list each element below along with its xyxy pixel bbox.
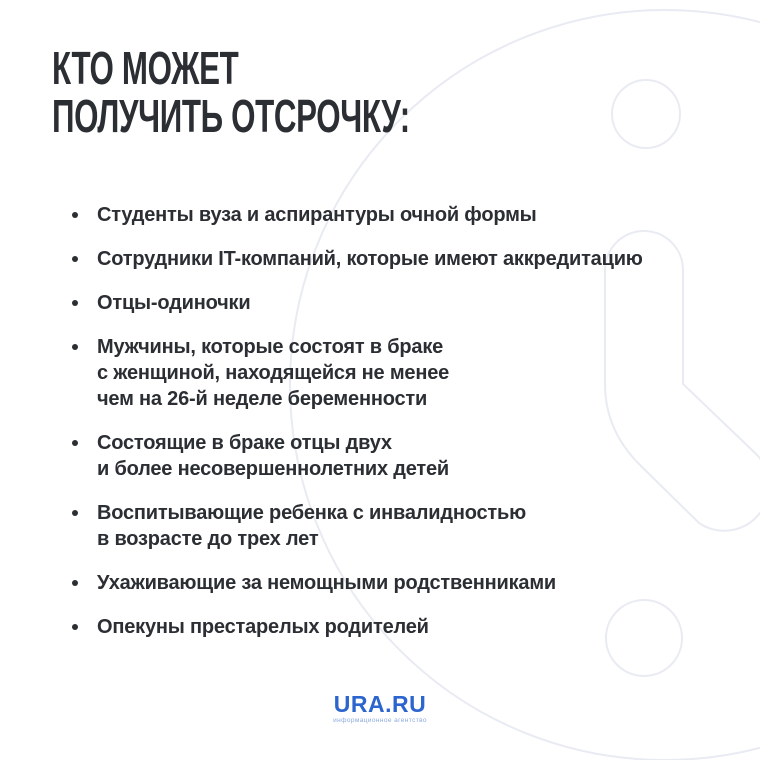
list-item-text <box>97 570 556 596</box>
list-item-text <box>97 430 449 482</box>
list-item-line: с женщиной, находящейся не менее <box>97 362 450 384</box>
list-item-line: Студенты вуза и аспирантуры очной формы <box>97 204 537 226</box>
list-item <box>72 334 712 412</box>
bullet-icon <box>72 256 78 262</box>
list-item-line: Мужчины, которые состоят в браке <box>97 336 444 358</box>
bullet-icon <box>72 580 78 586</box>
list-item-text <box>97 290 250 316</box>
bullet-icon <box>72 510 78 516</box>
deferment-list <box>72 202 712 658</box>
title-line-2: ПОЛУЧИТЬ ОТСРОЧКУ: <box>52 90 410 142</box>
bullet-icon <box>72 344 78 350</box>
list-item-text <box>97 614 429 640</box>
list-item-line: Воспитывающие ребенка с инвалидностью <box>97 502 527 524</box>
list-item-line: Опекуны престарелых родителей <box>97 616 429 638</box>
list-item <box>72 500 712 552</box>
bullet-icon <box>72 212 78 218</box>
ura-ru-logo-tagline: информационное агентство <box>333 717 427 724</box>
bullet-icon <box>72 300 78 306</box>
list-item-text <box>97 500 526 552</box>
bullet-icon <box>72 440 78 446</box>
bullet-icon <box>72 624 78 630</box>
list-item <box>72 202 712 228</box>
list-item-line: и более несовершеннолетних детей <box>97 458 450 480</box>
page-title <box>52 44 410 140</box>
title-line-1: КТО МОЖЕТ <box>52 42 239 94</box>
list-item-line: в возрасте до трех лет <box>97 528 319 550</box>
list-item <box>72 614 712 640</box>
ura-ru-logo: URA.RU <box>333 691 427 717</box>
list-item-text <box>97 246 643 272</box>
list-item <box>72 570 712 596</box>
list-item <box>72 430 712 482</box>
watermark-small-circle-top <box>612 80 680 148</box>
list-item-line: чем на 26-й неделе беременности <box>97 388 428 410</box>
list-item-text <box>97 202 537 228</box>
list-item <box>72 290 712 316</box>
list-item-line: Сотрудники IT-компаний, которые имеют аккредитацию <box>97 248 643 270</box>
list-item-text <box>97 334 449 412</box>
footer <box>0 692 760 725</box>
list-item-line: Состоящие в браке отцы двух <box>97 432 392 454</box>
list-item-line: Ухаживающие за немощными родственниками <box>97 572 557 594</box>
list-item-line: Отцы-одиночки <box>97 292 251 314</box>
list-item <box>72 246 712 272</box>
